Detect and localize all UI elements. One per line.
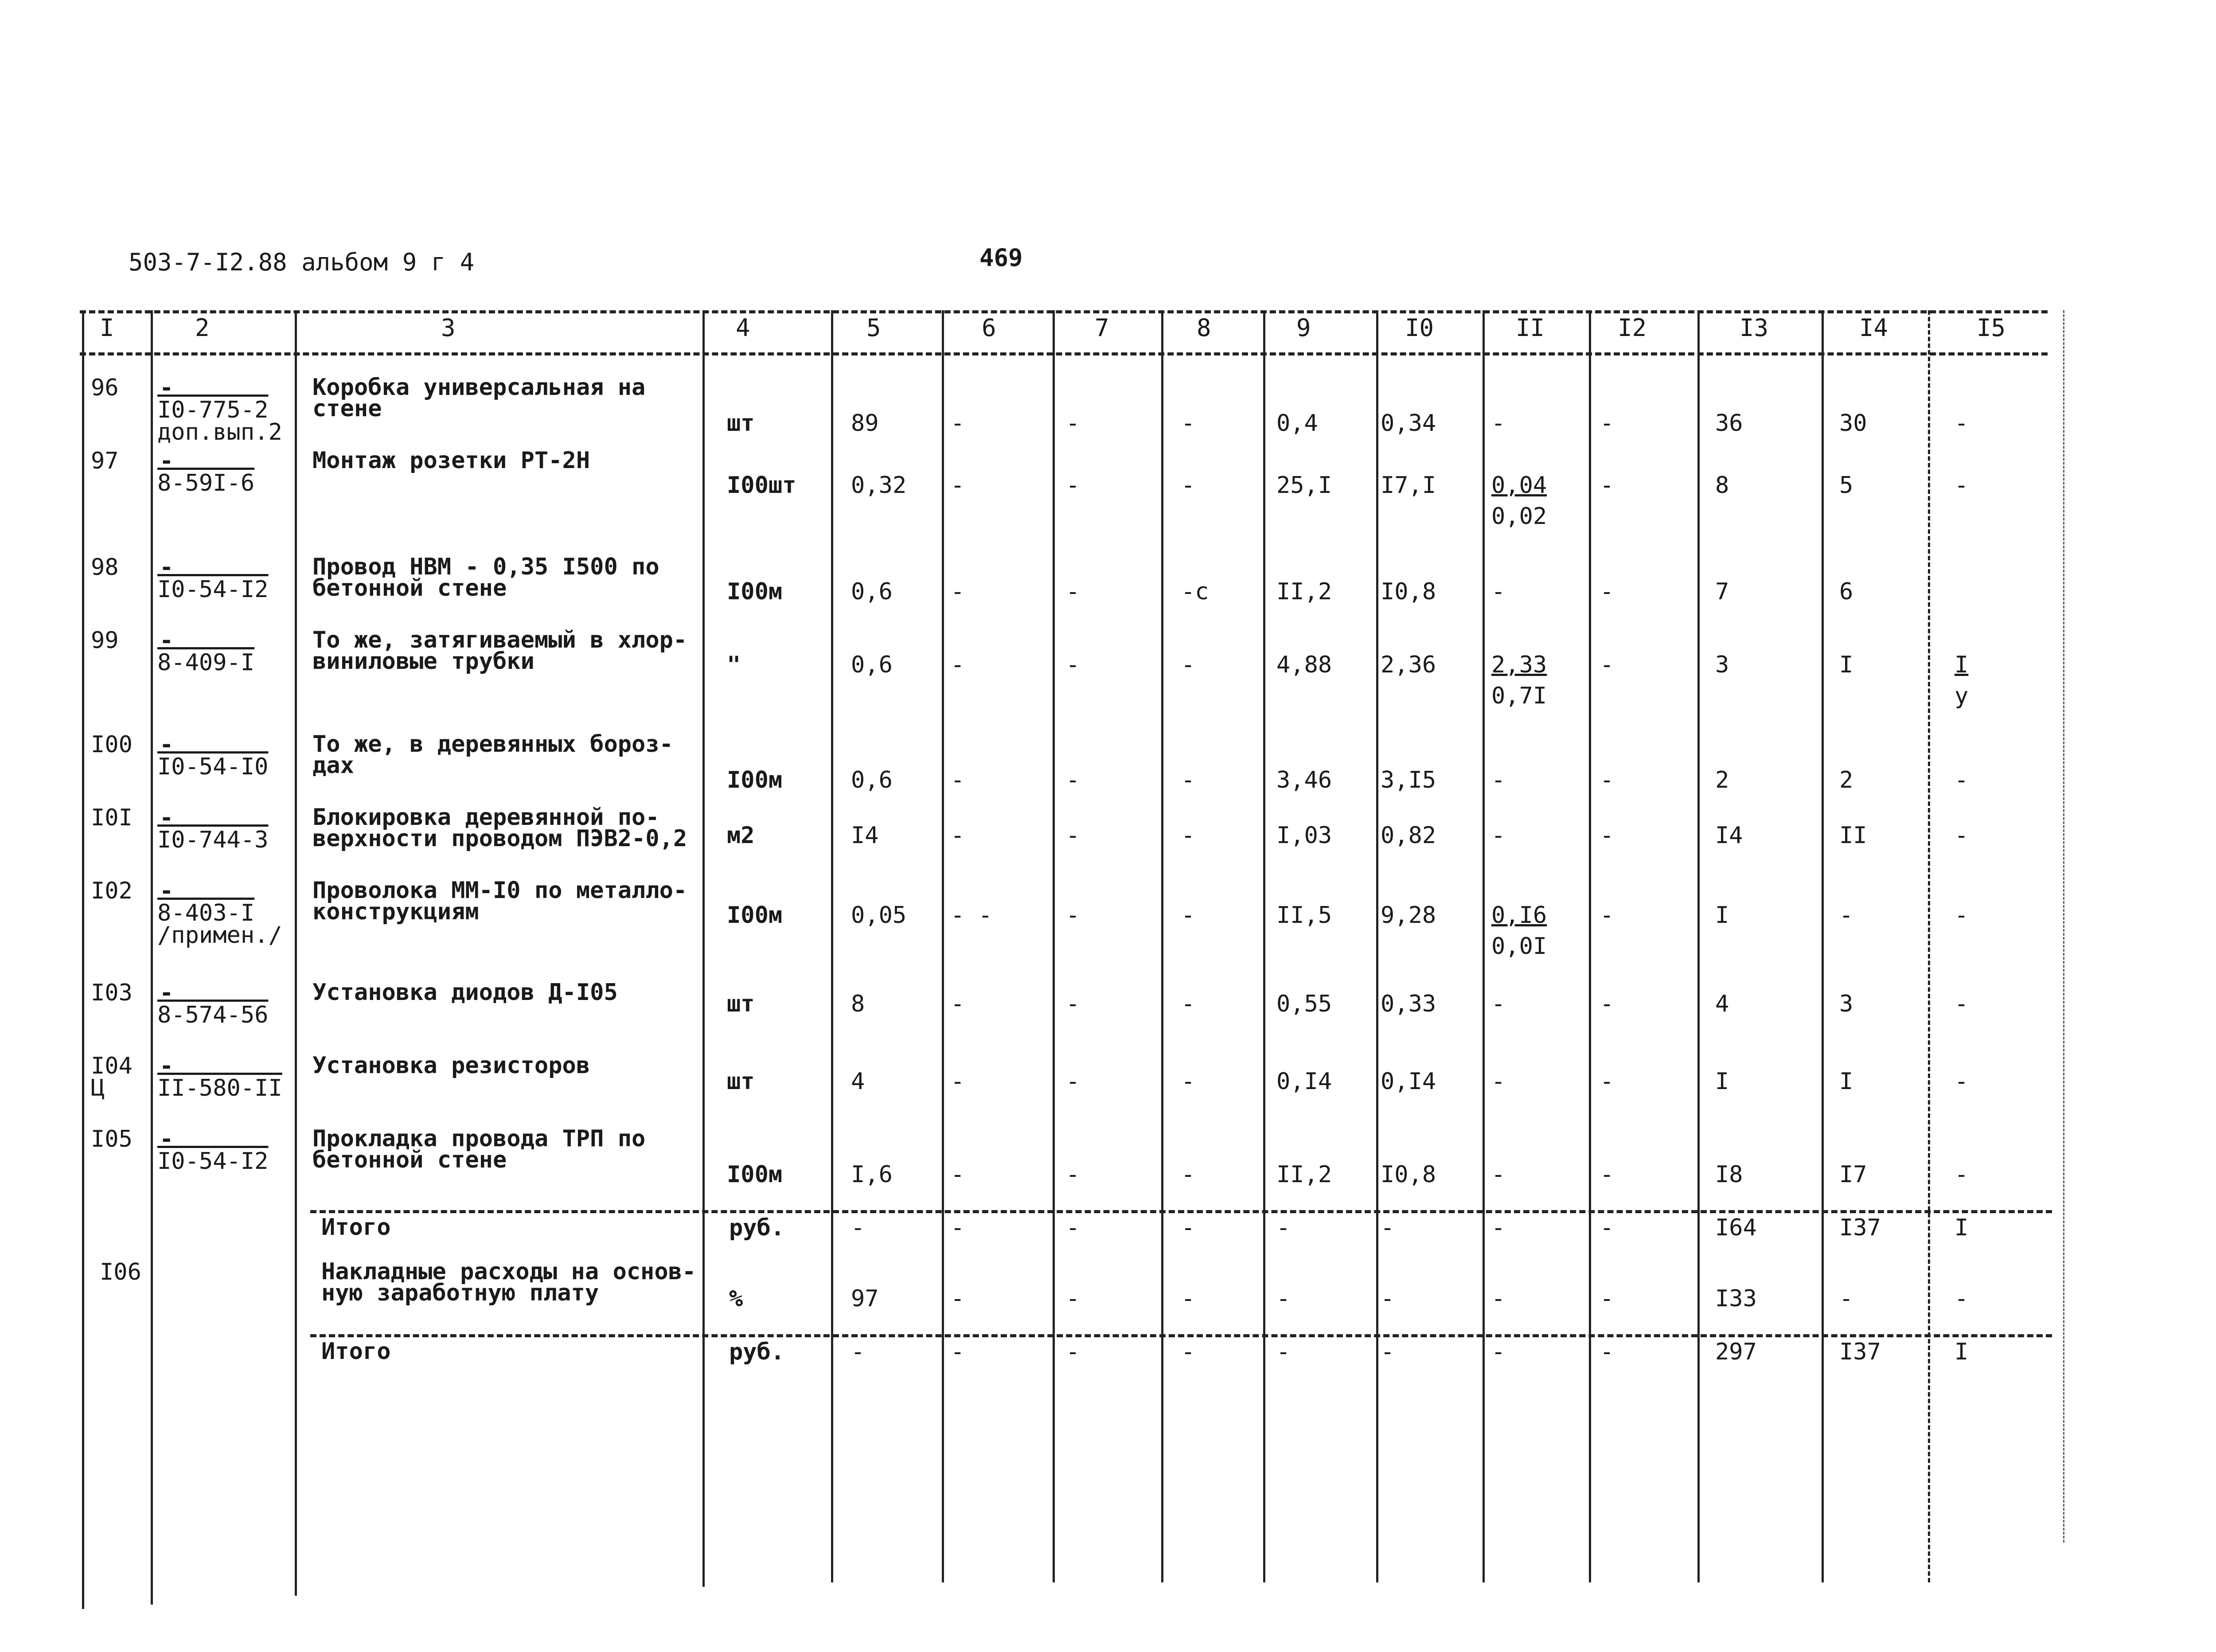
value-col-15: -: [1955, 1285, 1969, 1312]
unit: руб.: [729, 1339, 785, 1365]
total-separator: [310, 1334, 2052, 1337]
value-col-14: 6: [1839, 578, 1853, 605]
value-col-12: -: [1600, 767, 1614, 793]
value-col-10: 0,I4: [1381, 1068, 1436, 1095]
code-dash: -: [160, 731, 174, 758]
column-number: I3: [1740, 314, 1769, 342]
column-divider: [1161, 310, 1163, 1582]
value-col-13: I4: [1715, 822, 1743, 849]
value-col-5: 0,6: [851, 652, 893, 678]
code-dash: -: [160, 980, 174, 1006]
value-col-11: 0,I6: [1491, 902, 1547, 929]
value-col-13: I64: [1715, 1215, 1757, 1241]
value-col-6: - -: [951, 902, 992, 929]
value-col-5: 0,6: [851, 578, 893, 605]
value-col-8: -: [1181, 652, 1195, 678]
value-col-9: -: [1276, 1215, 1291, 1241]
row-number: I06: [100, 1259, 141, 1285]
unit: шт: [727, 991, 755, 1017]
value-col-11-secondary: 0,7I: [1491, 683, 1547, 709]
column-number: I2: [1618, 314, 1647, 342]
unit: I00м: [727, 902, 783, 929]
column-divider: [1589, 310, 1591, 1582]
value-col-11: -: [1491, 410, 1506, 437]
price-code: I0-775-2: [157, 397, 269, 423]
column-divider: [1376, 310, 1378, 1582]
value-col-10: I0,8: [1381, 1161, 1436, 1188]
code-dash: -: [160, 805, 174, 831]
value-col-15: I: [1955, 652, 1969, 678]
value-col-7: -: [1066, 1339, 1080, 1365]
price-code: I0-54-I2: [157, 1148, 269, 1175]
value-col-13: 297: [1715, 1339, 1757, 1365]
column-divider: [1053, 310, 1055, 1582]
item-description: Провод НВМ - 0,35 I500 по бетонной стене: [312, 554, 659, 601]
value-col-9: -: [1276, 1339, 1291, 1365]
value-col-9: -: [1276, 1285, 1291, 1312]
value-col-6: -: [951, 822, 965, 849]
price-code: I0-744-3: [157, 827, 269, 853]
column-divider: [702, 310, 705, 1587]
column-divider: [942, 310, 944, 1582]
item-description: Монтаж розетки РТ-2Н: [312, 447, 590, 474]
value-col-6: -: [951, 1161, 965, 1188]
column-divider: [831, 310, 833, 1582]
page-number: 469: [979, 244, 1023, 272]
value-col-6: -: [951, 1339, 965, 1365]
value-col-7: -: [1066, 1285, 1080, 1312]
value-col-14: I: [1839, 652, 1853, 678]
code-dash: -: [160, 627, 174, 654]
value-col-12: -: [1600, 991, 1614, 1017]
value-col-13: 8: [1715, 472, 1729, 499]
code-dash: -: [160, 554, 174, 581]
value-col-7: -: [1066, 1161, 1080, 1188]
value-col-6: -: [951, 767, 965, 793]
unit: шт: [727, 410, 755, 437]
value-col-12: -: [1600, 902, 1614, 929]
value-col-5: 97: [851, 1285, 879, 1312]
code-dash: -: [160, 1053, 174, 1079]
unit: I00шт: [727, 472, 796, 499]
value-col-15: -: [1955, 410, 1969, 437]
value-col-7: -: [1066, 767, 1080, 793]
value-col-8: -: [1181, 991, 1195, 1017]
unit: руб.: [729, 1215, 785, 1241]
value-col-5: -: [851, 1215, 865, 1241]
table-top-border: [80, 310, 2048, 313]
value-col-6: -: [951, 472, 965, 499]
value-col-5: I,6: [851, 1161, 893, 1188]
value-col-12: -: [1600, 652, 1614, 678]
value-col-9: 3,46: [1276, 767, 1332, 793]
value-col-8: -: [1181, 822, 1195, 849]
value-col-11: -: [1491, 578, 1506, 605]
column-number: I5: [1977, 314, 2006, 342]
value-col-6: -: [951, 578, 965, 605]
row-number: I03: [91, 980, 133, 1006]
header-bottom-border: [80, 352, 2048, 355]
value-col-12: -: [1600, 472, 1614, 499]
column-number: I: [100, 314, 114, 342]
value-col-15: -: [1955, 822, 1969, 849]
value-col-6: -: [951, 1215, 965, 1241]
value-col-15: -: [1955, 1161, 1969, 1188]
value-col-5: 4: [851, 1068, 865, 1095]
value-col-5: -: [851, 1339, 865, 1365]
price-code: 8-574-56: [157, 1002, 269, 1028]
column-divider: [1697, 310, 1700, 1582]
value-col-12: -: [1600, 822, 1614, 849]
price-code: II-580-II: [157, 1075, 282, 1101]
value-col-11: -: [1491, 767, 1506, 793]
value-col-14: I: [1839, 1068, 1853, 1095]
value-col-7: -: [1066, 1215, 1080, 1241]
price-code: 8-403-I: [157, 900, 255, 926]
table-right-border: [2063, 310, 2064, 1543]
value-col-6: -: [951, 991, 965, 1017]
value-col-12: -: [1600, 1215, 1614, 1241]
value-col-9: 4,88: [1276, 652, 1332, 678]
column-number: II: [1516, 314, 1545, 342]
summary-label: Итого: [321, 1338, 391, 1365]
value-col-8: -: [1181, 1285, 1195, 1312]
value-col-5: I4: [851, 822, 879, 849]
value-col-10: I0,8: [1381, 578, 1436, 605]
value-col-9: 0,I4: [1276, 1068, 1332, 1095]
value-col-11: -: [1491, 1215, 1506, 1241]
row-number: 96: [91, 375, 119, 401]
value-col-10: -: [1381, 1215, 1395, 1241]
value-col-14: -: [1839, 902, 1853, 929]
item-description: Прокладка провода ТРП по бетонной стене: [312, 1125, 646, 1173]
value-col-7: -: [1066, 1068, 1080, 1095]
value-col-14: -: [1839, 1285, 1853, 1312]
item-description: Коробка универсальная на стене: [312, 374, 646, 422]
summary-label: Итого: [321, 1214, 391, 1241]
column-number: I4: [1859, 314, 1888, 342]
value-col-8: -c: [1181, 578, 1209, 605]
value-col-13: 2: [1715, 767, 1729, 793]
value-col-11-secondary: 0,02: [1491, 503, 1547, 530]
value-col-11: 2,33: [1491, 652, 1547, 678]
unit: ": [727, 652, 741, 678]
value-col-15: -: [1955, 991, 1969, 1017]
document-code: 503-7-I2.88 альбом 9 г 4: [129, 248, 475, 276]
column-number: 7: [1095, 314, 1109, 342]
item-description: Блокировка деревянной по- верхности проводом ПЭВ2-0,2: [312, 804, 687, 852]
value-col-11: -: [1491, 822, 1506, 849]
value-col-15-secondary: у: [1955, 683, 1969, 709]
price-code: I0-54-I2: [157, 576, 269, 603]
value-col-7: -: [1066, 652, 1080, 678]
item-description: Проволока ММ-I0 по металло- конструкциям: [312, 877, 687, 925]
column-divider: [82, 310, 84, 1609]
row-number: I02: [91, 878, 133, 904]
price-code-note: /примен./: [157, 922, 282, 949]
unit: I00м: [727, 1161, 783, 1188]
value-col-15: I: [1955, 1215, 1969, 1241]
value-col-5: 0,05: [851, 902, 907, 929]
row-number: 97: [91, 448, 119, 474]
value-col-13: I8: [1715, 1161, 1743, 1188]
value-col-9: II,2: [1276, 578, 1332, 605]
value-col-12: -: [1600, 1161, 1614, 1188]
item-description: То же, затягиваемый в хлор- виниловые трубки: [312, 627, 687, 675]
unit: I00м: [727, 578, 783, 605]
value-col-7: -: [1066, 410, 1080, 437]
value-col-11: -: [1491, 1285, 1506, 1312]
value-col-8: -: [1181, 767, 1195, 793]
value-col-8: -: [1181, 1068, 1195, 1095]
value-col-13: 3: [1715, 652, 1729, 678]
value-col-11: -: [1491, 1068, 1506, 1095]
column-number: 5: [866, 314, 881, 342]
value-col-13: 4: [1715, 991, 1729, 1017]
unit: шт: [727, 1068, 755, 1095]
value-col-7: -: [1066, 902, 1080, 929]
value-col-11: -: [1491, 1339, 1506, 1365]
column-number: 2: [195, 314, 210, 342]
price-code-note: доп.вып.2: [157, 419, 282, 445]
value-col-15: I: [1955, 1339, 1969, 1365]
value-col-5: 8: [851, 991, 865, 1017]
value-col-7: -: [1066, 578, 1080, 605]
value-col-10: 0,82: [1381, 822, 1436, 849]
item-description: То же, в деревянных бороз- дах: [312, 731, 673, 779]
value-col-12: -: [1600, 1068, 1614, 1095]
value-col-9: II,2: [1276, 1161, 1332, 1188]
value-col-13: I33: [1715, 1285, 1757, 1312]
code-dash: -: [160, 1126, 174, 1152]
value-col-7: -: [1066, 991, 1080, 1017]
value-col-15: -: [1955, 472, 1969, 499]
value-col-13: I: [1715, 902, 1729, 929]
row-number: I04 Ц: [91, 1053, 133, 1101]
row-number: 99: [91, 627, 119, 654]
value-col-13: I: [1715, 1068, 1729, 1095]
summary-label: Накладные расходы на основ- ную заработную плату: [321, 1258, 696, 1306]
item-description: Установка резисторов: [312, 1052, 590, 1079]
value-col-5: 0,6: [851, 767, 893, 793]
value-col-8: -: [1181, 902, 1195, 929]
column-divider: [1822, 310, 1824, 1582]
value-col-7: -: [1066, 822, 1080, 849]
value-col-10: 0,33: [1381, 991, 1436, 1017]
value-col-6: -: [951, 1285, 965, 1312]
value-col-14: 3: [1839, 991, 1853, 1017]
value-col-11: 0,04: [1491, 472, 1547, 499]
code-dash: -: [160, 878, 174, 904]
column-divider: [1483, 310, 1485, 1582]
price-code: 8-409-I: [157, 649, 255, 676]
value-col-12: -: [1600, 578, 1614, 605]
column-divider: [1263, 310, 1265, 1582]
value-col-14: 30: [1839, 410, 1867, 437]
value-col-14: I37: [1839, 1215, 1881, 1241]
unit: %: [729, 1285, 743, 1312]
column-divider: [151, 310, 153, 1605]
price-code: I0-54-I0: [157, 754, 269, 780]
value-col-5: 89: [851, 410, 879, 437]
code-dash: -: [160, 448, 174, 474]
column-number: 9: [1296, 314, 1311, 342]
value-col-10: -: [1381, 1285, 1395, 1312]
value-col-14: II: [1839, 822, 1867, 849]
value-col-15: -: [1955, 1068, 1969, 1095]
value-col-11: -: [1491, 991, 1506, 1017]
column-number: 4: [736, 314, 750, 342]
value-col-10: 3,I5: [1381, 767, 1436, 793]
unit: м2: [727, 822, 755, 849]
value-col-14: I37: [1839, 1339, 1881, 1365]
value-col-9: 25,I: [1276, 472, 1332, 499]
value-col-12: -: [1600, 1339, 1614, 1365]
value-col-9: I,03: [1276, 822, 1332, 849]
value-col-10: I7,I: [1381, 472, 1436, 499]
value-col-10: 9,28: [1381, 902, 1436, 929]
column-number: I0: [1405, 314, 1434, 342]
value-col-8: -: [1181, 1215, 1195, 1241]
column-number: 6: [982, 314, 996, 342]
row-number: I05: [91, 1126, 133, 1152]
subtotal-separator: [310, 1210, 2052, 1213]
value-col-10: 0,34: [1381, 410, 1436, 437]
value-col-8: -: [1181, 1339, 1195, 1365]
value-col-12: -: [1600, 410, 1614, 437]
value-col-15: -: [1955, 767, 1969, 793]
value-col-15: -: [1955, 902, 1969, 929]
value-col-10: -: [1381, 1339, 1395, 1365]
row-number: 98: [91, 554, 119, 581]
value-col-5: 0,32: [851, 472, 907, 499]
value-col-10: 2,36: [1381, 652, 1436, 678]
value-col-9: II,5: [1276, 902, 1332, 929]
column-number: 3: [441, 314, 456, 342]
value-col-13: 36: [1715, 410, 1743, 437]
value-col-6: -: [951, 410, 965, 437]
value-col-8: -: [1181, 1161, 1195, 1188]
value-col-9: 0,4: [1276, 410, 1318, 437]
value-col-14: I7: [1839, 1161, 1867, 1188]
price-code: 8-59I-6: [157, 470, 255, 496]
column-divider: [1928, 310, 1930, 1582]
value-col-11-secondary: 0,0I: [1491, 933, 1547, 960]
code-dash: -: [160, 375, 174, 401]
value-col-7: -: [1066, 472, 1080, 499]
column-divider: [295, 310, 297, 1596]
value-col-13: 7: [1715, 578, 1729, 605]
value-col-11: -: [1491, 1161, 1506, 1188]
value-col-9: 0,55: [1276, 991, 1332, 1017]
value-col-6: -: [951, 1068, 965, 1095]
column-number: 8: [1197, 314, 1211, 342]
value-col-14: 2: [1839, 767, 1853, 793]
unit: I00м: [727, 767, 783, 793]
row-number: I0I: [91, 805, 133, 831]
value-col-12: -: [1600, 1285, 1614, 1312]
value-col-8: -: [1181, 410, 1195, 437]
item-description: Установка диодов Д-I05: [312, 979, 618, 1006]
row-number: I00: [91, 731, 133, 758]
value-col-14: 5: [1839, 472, 1853, 499]
value-col-6: -: [951, 652, 965, 678]
value-col-8: -: [1181, 472, 1195, 499]
